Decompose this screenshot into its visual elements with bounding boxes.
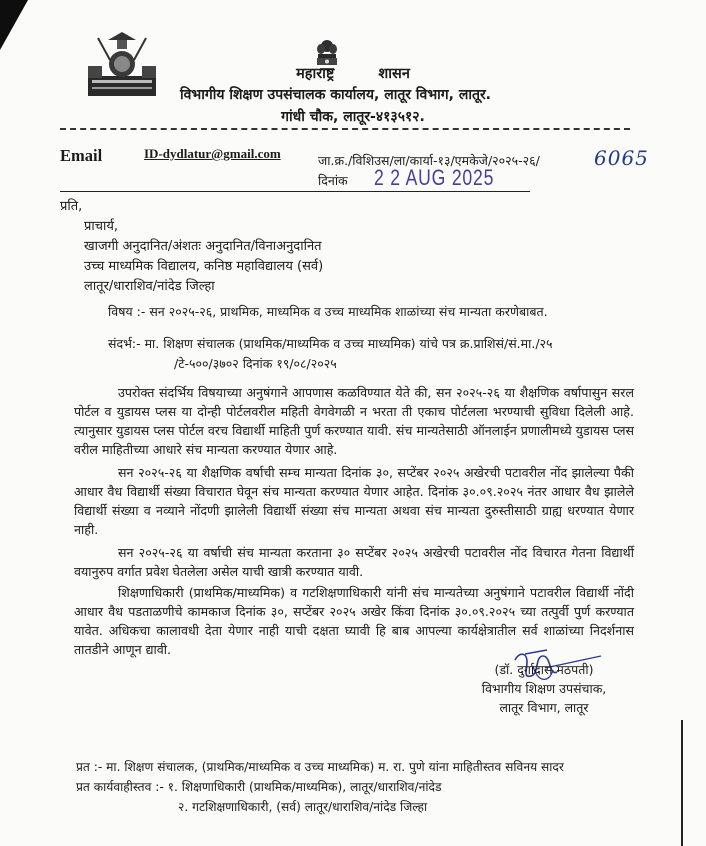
body-paragraph-1: उपरोक्त संदर्भिय विषयाच्या अनुषंगाने आपणास कळविण्यात येते की, सन २०२५-२६ या शैक्षणिक वर्षापासुन सरल पोर्टल व युडायस प्लस या दोन्ही पोर्टलवरील महिती वेगवेगळी न भरता ती एकाच पोर्टलला भरण्याची सुविधा दिलेली आहे. त्यानुसार युडायस प्लस पोर्टल वरच विद्यार्थी माहिती पुर्ण करण्यात यावी. संच मान्यतेसाठी ऑनलाईन प्रणालीमध्ये युडायस प्लस वरील माहितीच्या आधारे संच मान्यता करण्यात येणार आहे.	[74, 385, 634, 457]
government-label: शासन	[378, 66, 410, 82]
meta-divider	[60, 191, 530, 192]
recipient-line: लातूर/धाराशिव/नांदेड जिल्हा	[84, 279, 215, 294]
subject-line: विषय :- सन २०२५-२६, प्राथमिक, माध्यमिक व उच्च माध्यमिक शाळांच्या संच मान्यता करणेबाबत.	[108, 304, 548, 319]
scan-corner-shadow	[0, 0, 28, 50]
reference-line-1: संदर्भ:- मा. शिक्षण संचालक (प्राथमिक/माध्यमिक व उच्च माध्यमिक) यांचे पत्र क्र.प्राशिसं/सं.मा./२५	[108, 336, 553, 351]
reference-line-2: /टे-५००/३७०२ दिनांक १९/०८/२०२५	[174, 356, 337, 371]
email-line	[60, 146, 281, 166]
signatory-block	[454, 660, 634, 717]
state-name: महाराष्ट्र	[296, 66, 335, 82]
date-stamp: 2 2 AUG 2025	[374, 165, 495, 190]
signatory-office: लातूर विभाग, लातूर	[499, 700, 589, 715]
scan-edge-line	[681, 720, 683, 846]
copy-to-line: प्रत :- मा. शिक्षण संचालक, (प्राथमिक/माध्यमिक व उच्च माध्यमिक) म. रा. पुणे यांना माहितीस्तव सविनय सादर	[76, 760, 564, 774]
letterhead-state	[0, 63, 706, 83]
letterhead-office: विभागीय शिक्षण उपसंचालक कार्यालय, लातूर विभाग, लातूर.	[180, 87, 492, 103]
body-paragraph-3: सन २०२५-२६ या वर्षाची संच मान्यता करताना ३० सप्टेंबर २०२५ अखेरची पटावरील नोंद विचारत गेतना विद्यार्थी वयानुरुप वर्गात प्रवेश घेतलेला असेल याची खात्री करण्यात यावी.	[74, 545, 634, 579]
email-prefix: Email	[60, 146, 103, 165]
signatory-name: (डॉ. दुर्गादास मठपती)	[494, 662, 594, 677]
header-divider	[60, 128, 630, 130]
copy-action-line-2: २. गटशिक्षणाधिकारी, (सर्व) लातूर/धाराशिव/नांदेड जिल्हा	[178, 800, 428, 814]
body-paragraph-4: शिक्षणाधिकारी (प्राथमिक/माध्यमिक) व गटशिक्षणाधिकारी यांनी संच मान्यतेच्या अनुषंगाने पटावरील विद्यार्थी नोंदी आधार वैध पडताळणीचे कामकाज दिनांक ३०, सप्टेंबर २०२५ अखेर किंवा दिनांक ३०.०९.२०२५ च्या तत्पुर्वी पुर्ण करण्यात यावेत. अधिकचा कालावधी देता येणार नाही याची दक्षता घ्यावी हि बाब आपल्या कार्यक्षेत्रातील सर्व शाळांच्या निदर्शनास तातडीने आणून द्यावी.	[74, 585, 634, 657]
signatory-designation: विभागीय शिक्षण उपसंचाक,	[481, 681, 607, 696]
handwritten-outward-number: 6065	[594, 146, 649, 170]
letterhead-address: गांधी चौक, लातूर-४१३५१२.	[281, 109, 425, 125]
recipient-to: प्रति,	[60, 199, 83, 214]
email-address[interactable]: ID-dydlatur@gmail.com	[144, 146, 281, 161]
recipient-line: उच्च माध्यमिक विद्यालय, कनिष्ठ महाविद्यालय (सर्व)	[84, 259, 324, 274]
body-paragraph-2: सन २०२५-२६ या शैक्षणिक वर्षाची सम्च मान्यता दिनांक ३०, सप्टेंबर २०२५ अखेरची पटावरील नोंद झालेल्या पैकी आधार वैध विद्यार्थी संख्या विचारात घेवून संच मान्यता करण्यात येणार आहेत. दिनांक ३०.०९.२०२५ नंतर आधार वैध झालेले विद्यार्थी संख्या व नव्याने नोंदणी झालेली विद्यार्थी संख्या संच मान्यता अथवा संच मान्यता दुरुस्तीसाठी ग्राह्य धरण्यात येणार नाही.	[74, 465, 634, 537]
reference-number: जा.क्र./विशिउस/ला/कार्या-१३/एमकेजे/२०२५-२६/	[318, 153, 540, 168]
copy-action-line: प्रत कार्यवाहीस्तव :- १. शिक्षणाधिकारी (प्राथमिक/माध्यमिक), लातूर/धाराशिव/नांदेड	[76, 780, 442, 794]
date-label: दिनांक	[318, 173, 348, 188]
recipient-line: प्राचार्य,	[84, 219, 119, 234]
recipient-line: खाजगी अनुदानित/अंशतः अनुदानित/विनाअनुदानित	[84, 239, 322, 254]
